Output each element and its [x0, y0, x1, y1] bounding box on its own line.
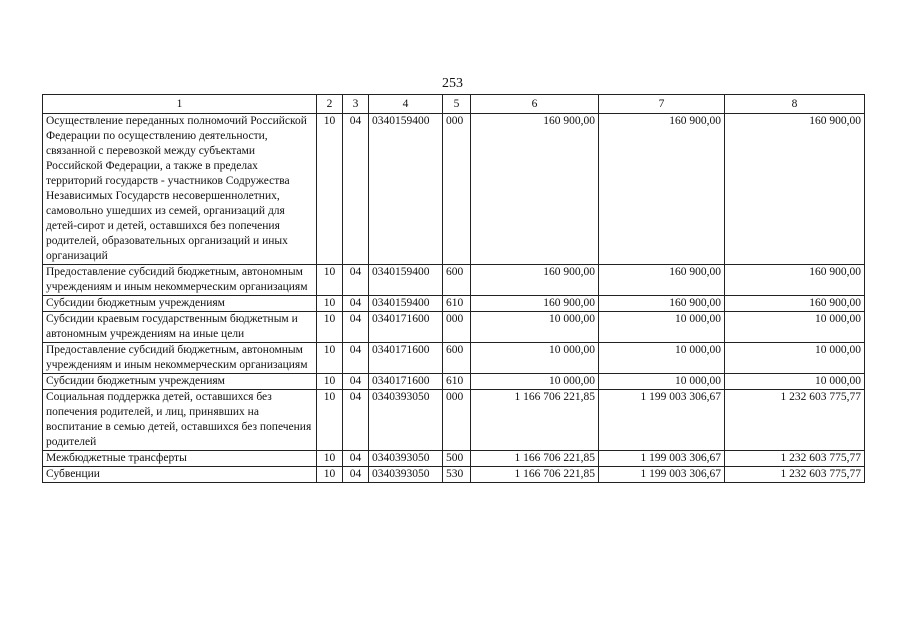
row-subsection: 04 — [343, 343, 369, 374]
table-row — [43, 312, 865, 343]
row-target-code: 0340171600 — [369, 343, 443, 374]
row-amount-year3: 10 000,00 — [725, 343, 865, 374]
row-amount-year1: 160 900,00 — [471, 296, 599, 312]
row-expense-type: 610 — [443, 374, 471, 390]
row-name: Социальная поддержка детей, оставшихся без попечения родителей, и лиц, принявших на воспитание в семью детей, оставшихся без попечения родителей — [43, 390, 317, 451]
row-section: 10 — [317, 451, 343, 467]
row-section: 10 — [317, 296, 343, 312]
row-target-code: 0340393050 — [369, 467, 443, 483]
table-row — [43, 451, 865, 467]
table-row — [43, 343, 865, 374]
row-target-code: 0340171600 — [369, 312, 443, 343]
header-cell-8: 8 — [725, 95, 865, 114]
row-name: Предоставление субсидий бюджетным, автономным учреждениям и иным некоммерческим организациям — [43, 343, 317, 374]
header-cell-6: 6 — [471, 95, 599, 114]
table-row — [43, 296, 865, 312]
row-subsection: 04 — [343, 390, 369, 451]
row-amount-year2: 160 900,00 — [599, 296, 725, 312]
row-section: 10 — [317, 343, 343, 374]
row-amount-year3: 10 000,00 — [725, 374, 865, 390]
row-amount-year3: 1 232 603 775,77 — [725, 390, 865, 451]
header-cell-3: 3 — [343, 95, 369, 114]
row-expense-type: 000 — [443, 312, 471, 343]
row-name: Межбюджетные трансферты — [43, 451, 317, 467]
row-subsection: 04 — [343, 265, 369, 296]
row-expense-type: 600 — [443, 343, 471, 374]
table-row — [43, 374, 865, 390]
row-amount-year1: 160 900,00 — [471, 265, 599, 296]
header-cell-5: 5 — [443, 95, 471, 114]
row-section: 10 — [317, 467, 343, 483]
header-cell-2: 2 — [317, 95, 343, 114]
row-expense-type: 610 — [443, 296, 471, 312]
table-row — [43, 114, 865, 265]
row-name: Субсидии бюджетным учреждениям — [43, 374, 317, 390]
row-subsection: 04 — [343, 374, 369, 390]
page-number: 253 — [442, 76, 463, 91]
row-amount-year1: 10 000,00 — [471, 312, 599, 343]
row-section: 10 — [317, 114, 343, 265]
row-section: 10 — [317, 312, 343, 343]
header-cell-1: 1 — [43, 95, 317, 114]
row-section: 10 — [317, 390, 343, 451]
table-row — [43, 390, 865, 451]
row-subsection: 04 — [343, 312, 369, 343]
row-expense-type: 000 — [443, 114, 471, 265]
row-target-code: 0340393050 — [369, 451, 443, 467]
row-amount-year3: 160 900,00 — [725, 296, 865, 312]
row-amount-year1: 160 900,00 — [471, 114, 599, 265]
row-name: Субсидии бюджетным учреждениям — [43, 296, 317, 312]
row-expense-type: 530 — [443, 467, 471, 483]
header-cell-4: 4 — [369, 95, 443, 114]
row-target-code: 0340159400 — [369, 114, 443, 265]
row-amount-year1: 10 000,00 — [471, 343, 599, 374]
row-name: Субвенции — [43, 467, 317, 483]
row-amount-year3: 160 900,00 — [725, 114, 865, 265]
row-target-code: 0340159400 — [369, 296, 443, 312]
row-expense-type: 500 — [443, 451, 471, 467]
row-subsection: 04 — [343, 451, 369, 467]
header-cell-7: 7 — [599, 95, 725, 114]
row-amount-year1: 1 166 706 221,85 — [471, 451, 599, 467]
row-amount-year2: 10 000,00 — [599, 374, 725, 390]
row-amount-year2: 1 199 003 306,67 — [599, 451, 725, 467]
row-name: Осуществление переданных полномочий Российской Федерации по осуществлению деятельности, связанной с перевозкой между субъектами Российской Федерации, а также в пределах территорий государств - участников Содружества Независимых Государств несовершеннолетних, самовольно ушедших из семей, организаций для детей-сирот и детей, оставшихся без попечения родителей, образовательных организаций и иных организаций — [43, 114, 317, 265]
row-target-code: 0340159400 — [369, 265, 443, 296]
row-subsection: 04 — [343, 296, 369, 312]
row-amount-year3: 160 900,00 — [725, 265, 865, 296]
budget-table — [42, 94, 865, 483]
row-amount-year3: 1 232 603 775,77 — [725, 451, 865, 467]
row-subsection: 04 — [343, 467, 369, 483]
row-amount-year2: 1 199 003 306,67 — [599, 390, 725, 451]
row-amount-year2: 10 000,00 — [599, 312, 725, 343]
row-amount-year2: 160 900,00 — [599, 114, 725, 265]
row-section: 10 — [317, 265, 343, 296]
row-amount-year2: 160 900,00 — [599, 265, 725, 296]
row-amount-year2: 1 199 003 306,67 — [599, 467, 725, 483]
row-amount-year2: 10 000,00 — [599, 343, 725, 374]
header-row — [43, 95, 865, 114]
row-amount-year1: 1 166 706 221,85 — [471, 467, 599, 483]
row-amount-year3: 10 000,00 — [725, 312, 865, 343]
row-name: Субсидии краевым государственным бюджетным и автономным учреждениям на иные цели — [43, 312, 317, 343]
row-target-code: 0340393050 — [369, 390, 443, 451]
row-amount-year1: 1 166 706 221,85 — [471, 390, 599, 451]
row-amount-year3: 1 232 603 775,77 — [725, 467, 865, 483]
table-row — [43, 265, 865, 296]
row-expense-type: 600 — [443, 265, 471, 296]
row-section: 10 — [317, 374, 343, 390]
row-target-code: 0340171600 — [369, 374, 443, 390]
row-amount-year1: 10 000,00 — [471, 374, 599, 390]
row-subsection: 04 — [343, 114, 369, 265]
row-expense-type: 000 — [443, 390, 471, 451]
row-name: Предоставление субсидий бюджетным, автономным учреждениям и иным некоммерческим организациям — [43, 265, 317, 296]
table-row — [43, 467, 865, 483]
